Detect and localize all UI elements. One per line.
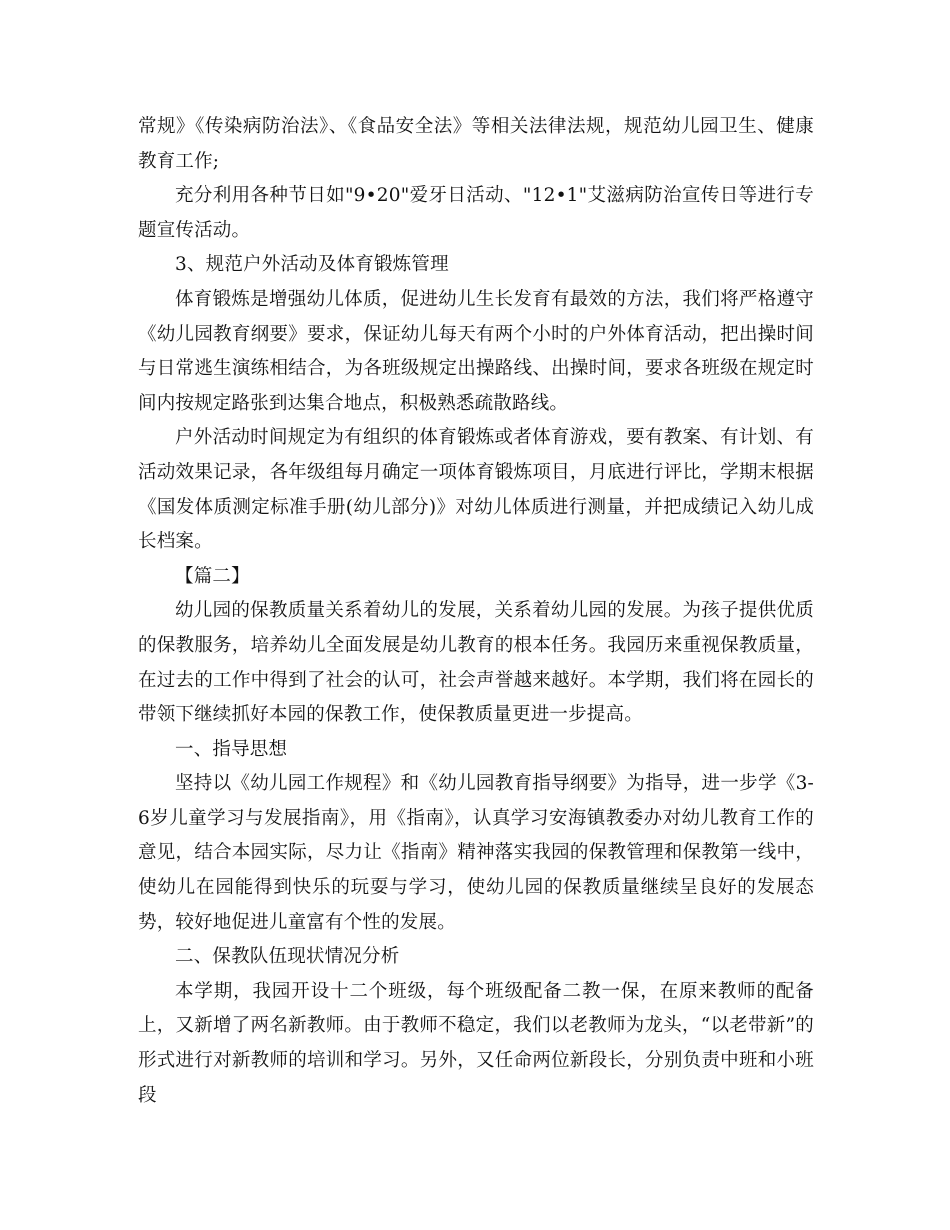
heading-guiding-ideology: 一、指导思想: [175, 738, 288, 760]
section-title-part-two: 【篇二】: [175, 565, 250, 587]
paragraph-staff-analysis: 本学期，我园开设十二个班级，每个班级配备二教一保，在原来教师的配备上，又新增了两名新教师。由于教师不稳定，我们以老教师为龙头，“以老带新”的形式进行对新教师的培训和学习。另外，又任命两位新段长，分别负责中班和小班段: [138, 980, 814, 1106]
heading-staff-analysis: 二、保教队伍现状情况分析: [175, 946, 400, 968]
paragraph-continuation: 常规》《传染病防治法》、《食品安全法》等相关法律法规，规范幼儿园卫生、健康教育工作;: [138, 116, 814, 172]
paragraph-physical-exercise: 体育锻炼是增强幼儿体质，促进幼儿生长发育有最效的方法，我们将严格遵守《幼儿园教育纲要》要求，保证幼儿每天有两个小时的户外体育活动，把出操时间与日常逃生演练相结合，为各班级规定出操路线、出操时间，要求各班级在规定时间内按规定路张到达集合地点，积极熟悉疏散路线。: [138, 288, 814, 414]
document-body: [138, 110, 814, 1113]
heading-outdoor-activities: 3、规范户外活动及体育锻炼管理: [175, 254, 449, 276]
paragraph-care-quality: 幼儿园的保教质量关系着幼儿的发展，关系着幼儿园的发展。为孩子提供优质的保教服务，培养幼儿全面发展是幼儿教育的根本任务。我园历来重视保教质量，在过去的工作中得到了社会的认可，社会声誉越来越好。本学期，我们将在园长的带领下继续抓好本园的保教工作，使保教质量更进一步提高。: [138, 600, 814, 726]
paragraph-festival-activities: 充分利用各种节日如"9•20"爱牙日活动、"12•1"艾滋病防治宣传日等进行专题宣传活动。: [138, 185, 814, 241]
paragraph-guiding-ideology: 坚持以《幼儿园工作规程》和《幼儿园教育指导纲要》为指导，进一步学《3-6岁儿童学习与发展指南》，用《指南》，认真学习安海镇教委办对幼儿教育工作的意见，结合本园实际，尽力让《指南》精神落实我园的保教管理和保教第一线中，使幼儿在园能得到快乐的玩耍与学习，使幼儿园的保教质量继续呈良好的发展态势，较好地促进儿童富有个性的发展。: [138, 773, 814, 933]
paragraph-outdoor-time: 户外活动时间规定为有组织的体育锻炼或者体育游戏，要有教案、有计划、有活动效果记录，各年级组每月确定一项体育锻炼项目，月底进行评比，学期末根据《国发体质测定标准手册(幼儿部分)》对幼儿体质进行测量，并把成绩记入幼儿成长档案。: [138, 427, 814, 553]
